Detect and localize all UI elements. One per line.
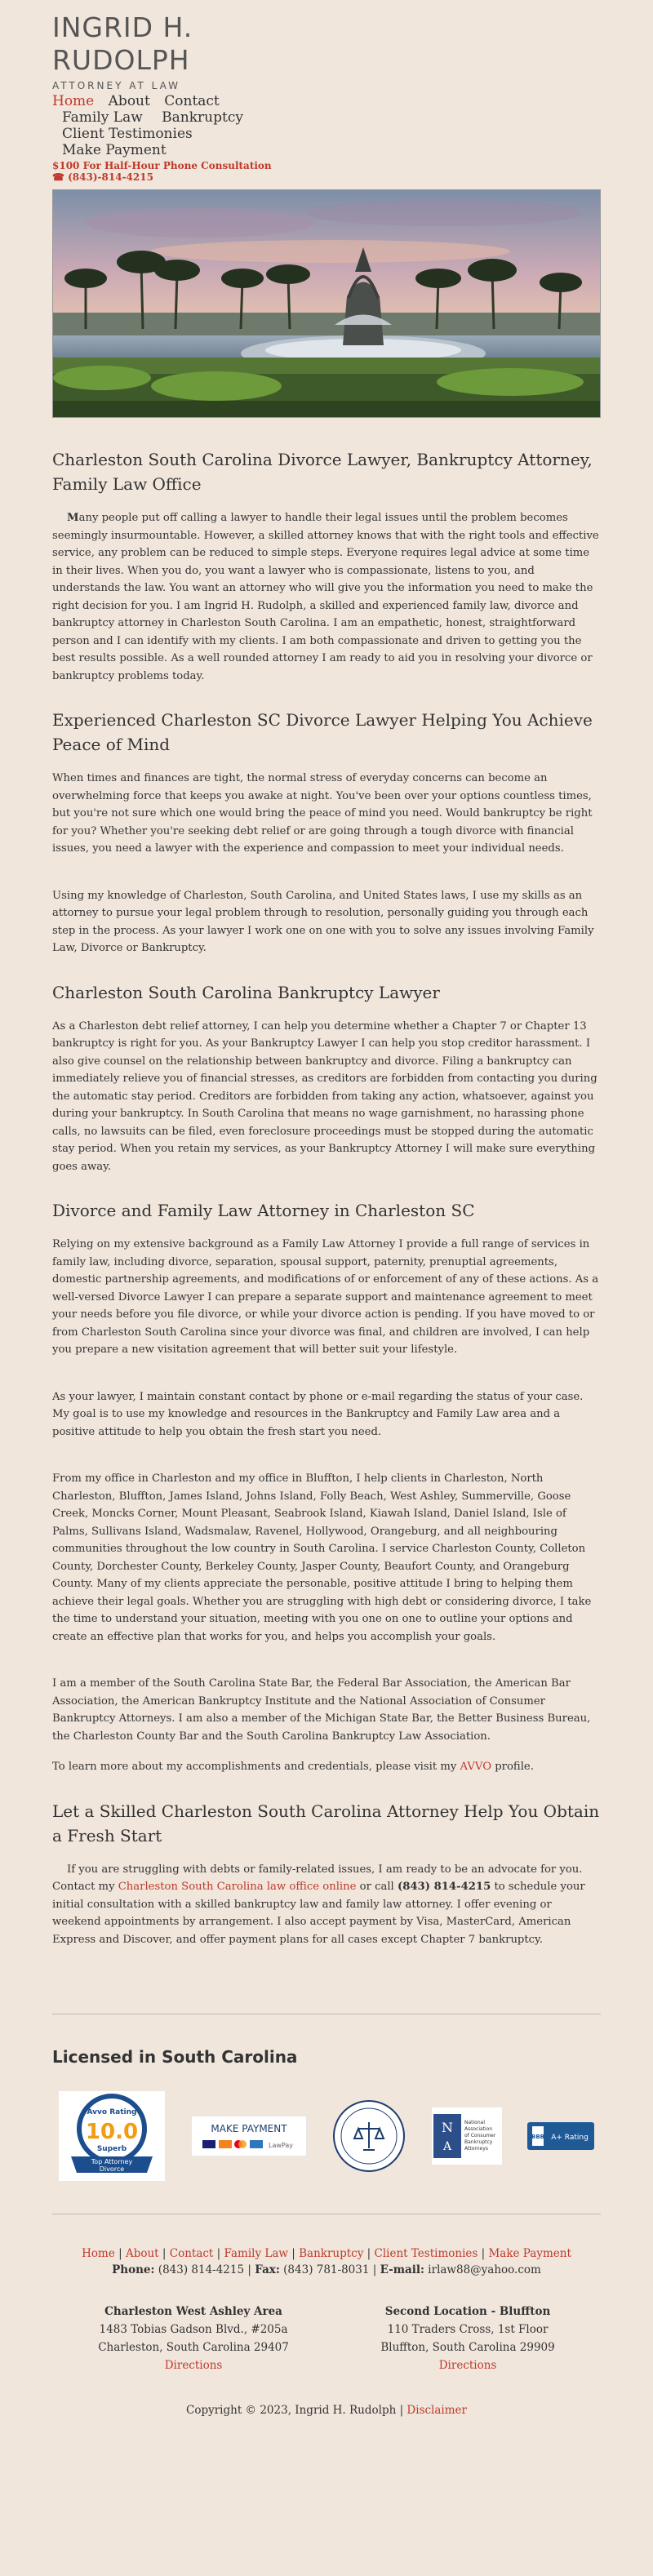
nacba-badge [432,2107,502,2165]
footer-link-bankruptcy[interactable]: Bankruptcy [299,2247,364,2260]
paragraph-knowledge: Using my knowledge of Charleston, South Carolina, and United States laws, I use my skills as an attorney to pursue your legal problem through to resolution, personally guiding you through each step in the process. As your lawyer I work one on one with you to solve any issues involving Family Law, Divorce or Bankruptcy. [52,889,594,954]
location-bluffton-line1: 110 Traders Cross, 1st Floor [387,2323,549,2336]
avvo-label: Superb [96,2145,127,2153]
nacba-line1: National [464,2120,485,2125]
nav-home[interactable]: Home [52,93,95,109]
copyright-text: Copyright © 2023, Ingrid H. Rudolph | [186,2404,407,2417]
fresh-start-text-b: or call [356,1881,398,1893]
nacba-line4: Bankruptcy [464,2139,492,2145]
nacba-line2: Association [464,2126,492,2132]
heading-fresh-start: Let a Skilled Charleston South Carolina Attorney Help You Obtain a Fresh Start [52,1801,600,1845]
nav-bankruptcy[interactable]: Bankruptcy [162,109,243,126]
intro-paragraph [52,509,601,685]
location-bluffton-directions[interactable]: Directions [438,2359,497,2372]
nav-about[interactable]: About [108,93,150,109]
main-nav [52,93,601,158]
nav-family-law[interactable]: Family Law [62,109,143,126]
avvo-link[interactable]: AVVO [460,1761,492,1773]
email-label: E-mail: [380,2263,424,2276]
avvo-text-pre: To learn more about my accomplishments and credentials, please visit my [52,1761,460,1773]
location-charleston [98,2303,289,2374]
avvo-sub2: Divorce [99,2165,125,2173]
paragraph-finances: When times and finances are tight, the normal stress of everyday concerns can become an overwhelming force that keeps you awake at night. You've been over your options countless times, but you're not sure which one would bring the peace of mind you need. Would bankruptcy be right for you? Whether you're seeking debt relief or are going through a tough divorce with financial issues, you need a lawyer with the experience and compassion to meet your individual needs. [52,772,593,855]
main-content [52,447,601,1948]
disclaimer-link[interactable]: Disclaimer [406,2404,467,2417]
heading-bankruptcy-lawyer: Charleston South Carolina Bankruptcy Lawyer [52,982,440,1002]
footer-contact-line: Phone: (843) 814-4215 | Fax: (843) 781-8031 | E-mail: irlaw88@yahoo.com [112,2263,541,2276]
page-title: Charleston South Carolina Divorce Lawyer, Bankruptcy Attorney, Family Law Office [52,450,593,494]
make-payment-title: MAKE PAYMENT [210,2123,287,2134]
location-bluffton-line2: Bluffton, South Carolina 29909 [380,2341,555,2354]
paragraph-bankruptcy: As a Charleston debt relief attorney, I can help you determine whether a Chapter 7 or Chapter 13 bankruptcy is right for you. As your Bankruptcy Lawyer I can help you stop creditor harassment. I also give counsel on the relationship between bankruptcy and divorce. Filing a bankruptcy can immediately relieve you of financial stresses, as creditors are forbidden from contacting you during the automatic stay period. Creditors are forbidden from taking any action, whatsoever, against you during your bankruptcy. In South Carolina that means no wage garnishment, no harassing phone calls, no lawsuits can be filed, even foreclosure proceedings must be stopped during the automatic stay period. When you retain my services, as your Bankruptcy Attorney I will make sure everything goes away. [52,1019,597,1173]
footer-link-testimonies[interactable]: Client Testimonies [374,2247,478,2260]
footer-fax: (843) 781-8031 [283,2263,370,2276]
hero-illustration [53,190,601,418]
fresh-start-phone[interactable]: (843) 814-4215 [397,1881,491,1893]
paragraph-memberships: I am a member of the South Carolina State Bar, the Federal Bar Association, the American Bar Association, the American Bankruptcy Institute and the National Association of Consumer Bankruptcy Attorneys. I am also a member of the Michigan State Bar, the Better Business Bureau, the Charleston County Bar and the South Carolina Bankruptcy Law Association. [52,1677,591,1743]
nav-client-testimonies[interactable]: Client Testimonies [62,126,193,142]
avvo-text-post: profile. [491,1761,534,1773]
footer-phone[interactable]: (843) 814-4215 [158,2263,245,2276]
footer-link-make-payment[interactable]: Make Payment [488,2247,571,2260]
nacba-line3: of Consumer [464,2133,495,2139]
footer-email[interactable]: irlaw88@yahoo.com [428,2263,541,2276]
avvo-rating-badge[interactable] [59,2091,165,2181]
avvo-sub1: Top Attorney [91,2158,133,2165]
consultation-promo: $100 For Half-Hour Phone Consultation [52,160,272,171]
lawpay-label: LawPay [268,2142,293,2149]
copyright [52,2404,601,2417]
location-charleston-line2: Charleston, South Carolina 29407 [98,2341,289,2354]
nav-make-payment[interactable]: Make Payment [62,142,167,158]
fresh-start-text-a: If you are struggling with debts or family-related issues, I am ready to be an advocate for you. Contact my [52,1863,583,1893]
location-bluffton [380,2303,554,2374]
footer-link-home[interactable]: Home [82,2247,115,2260]
site-logo[interactable] [52,11,601,77]
heading-family-law: Divorce and Family Law Attorney in Charleston SC [52,1201,475,1220]
licensed-heading: Licensed in South Carolina [52,2047,298,2067]
location-charleston-line1: 1483 Tobias Gadson Blvd., #205a [99,2323,288,2336]
bbb-rating-badge[interactable] [527,2122,594,2150]
badge-row [52,2091,601,2181]
hero-image-pineapple-fountain [52,189,601,418]
svg-text:A: A [442,2140,451,2153]
paragraph-family-law: Relying on my extensive background as a Family Law Attorney I provide a full range of services in family law, including divorce, separation, spousal support, paternity, prenuptial agreements, domestic partnership agreements, and modifications of or enforcement of any of these actions. As a well-versed Divorce Lawyer I can prepare a separate support and maintenance agreement to meet your needs before you file divorce, or while your divorce action is pending. If you have moved to or from Charleston South Carolina since your divorce was final, and children are involved, I can help you prepare a new visitation agreement that will better suit your lifestyle. [52,1238,599,1356]
svg-text:BBB: BBB [531,2134,545,2140]
fresh-start-text-c: to schedule your initial consultation with a skilled bankruptcy law and family law attorney. I offer evening or weekend appointments by arrangement. I also accept payment by Visa, MasterCard, American Express and Discover, and offer payment plans for all cases except Chapter 7 bankruptcy. [52,1881,585,1946]
location-bluffton-title: Second Location - Bluffton [384,2305,551,2318]
phone-label: Phone: [112,2263,155,2276]
footer-link-family-law[interactable]: Family Law [224,2247,288,2260]
location-charleston-title: Charleston West Ashley Area [104,2305,282,2318]
fax-label: Fax: [255,2263,280,2276]
site-header [52,0,601,183]
avvo-top-label: Avvo Rating [87,2108,137,2116]
law-office-online-link[interactable]: Charleston South Carolina law office online [118,1881,357,1893]
svg-text:N: N [441,2120,453,2135]
intro-text: any people put off calling a lawyer to handle their legal issues until the problem becomes seemingly insurmountable. However, a skilled attorney knows that with the right tools and effective service, any problem can be reduced to simple steps. Everyone requires legal advice at some time in their lives. When you do, you want a lawyer who is compassionate, listens to you, and understands the law. You want an attorney who will give you the information you need to make the right decision for you. I am Ingrid H. Rudolph, a skilled and experienced family law, divorce and bankruptcy attorney in Charleston South Carolina. I am an empathetic, honest, straightforward person and I can identify with my clients. I am both compassionate and driven to getting you the best results possible. As a well rounded attorney I am ready to aid you in resolving your divorce or bankruptcy problems today. [52,512,599,682]
bbb-rating-text: A+ Rating [551,2134,589,2142]
licensed-section [52,2047,601,2181]
drop-cap: M [67,512,79,524]
make-payment-badge[interactable] [191,2116,307,2156]
paragraph-contact: As your lawyer, I maintain constant contact by phone or e-mail regarding the status of your case. My goal is to use my knowledge and resources in the Bankruptcy and Family Law area and a positive attitude to help you obtain the fresh start you need. [52,1390,584,1438]
logo-name-line1: INGRID H. [52,11,193,43]
nacba-line5: Attorneys [464,2146,488,2152]
footer-nav: Home | About | Contact | Family Law | Bankruptcy | Client Testimonies | Make Payment [82,2247,571,2260]
footer-link-contact[interactable]: Contact [169,2247,214,2260]
charleston-county-bar-seal [332,2099,406,2173]
location-charleston-directions[interactable]: Directions [164,2359,223,2372]
avvo-score: 10.0 [85,2120,139,2144]
paragraph-avvo [52,1758,601,1776]
logo-subtitle: ATTORNEY AT LAW [52,80,181,91]
paragraph-fresh-start [52,1861,601,1949]
office-locations [52,2303,601,2374]
nav-contact[interactable]: Contact [164,93,220,109]
paragraph-service-area: From my office in Charleston and my office in Bluffton, I help clients in Charleston, North Charleston, Bluffton, James Island, Johns Island, Folly Beach, West Ashley, Summerville, Goose Creek, Moncks Corner, Mount Pleasant, Seabrook Island, Kiawah Island, Daniel Island, Isle of Palms, Sullivans Island, Wadsmalaw, Ravenel, Hollywood, Orangeburg, and all neighbouring communities throughout the low country in South Carolina. I service Charleston County, Colleton County, Dorchester County, Berkeley County, Jasper County, Beaufort County, and Orangeburg County. Many of my clients appreciate the personable, positive attitude I bring to helping them achieve their legal goals. Whether you are struggling with high debt or considering divorce, I take the time to understand your situation, meeting with you one on one to outline your options and create an effective plan that works for you, and helps you accomplish your goals. [52,1472,592,1643]
footer-link-about[interactable]: About [125,2247,159,2260]
heading-divorce-lawyer: Experienced Charleston SC Divorce Lawyer Helping You Achieve Peace of Mind [52,710,593,754]
logo-name-line2: RUDOLPH [52,44,190,76]
site-footer [52,2247,601,2417]
header-phone[interactable]: ☎ (843)-814-4215 [52,171,153,183]
